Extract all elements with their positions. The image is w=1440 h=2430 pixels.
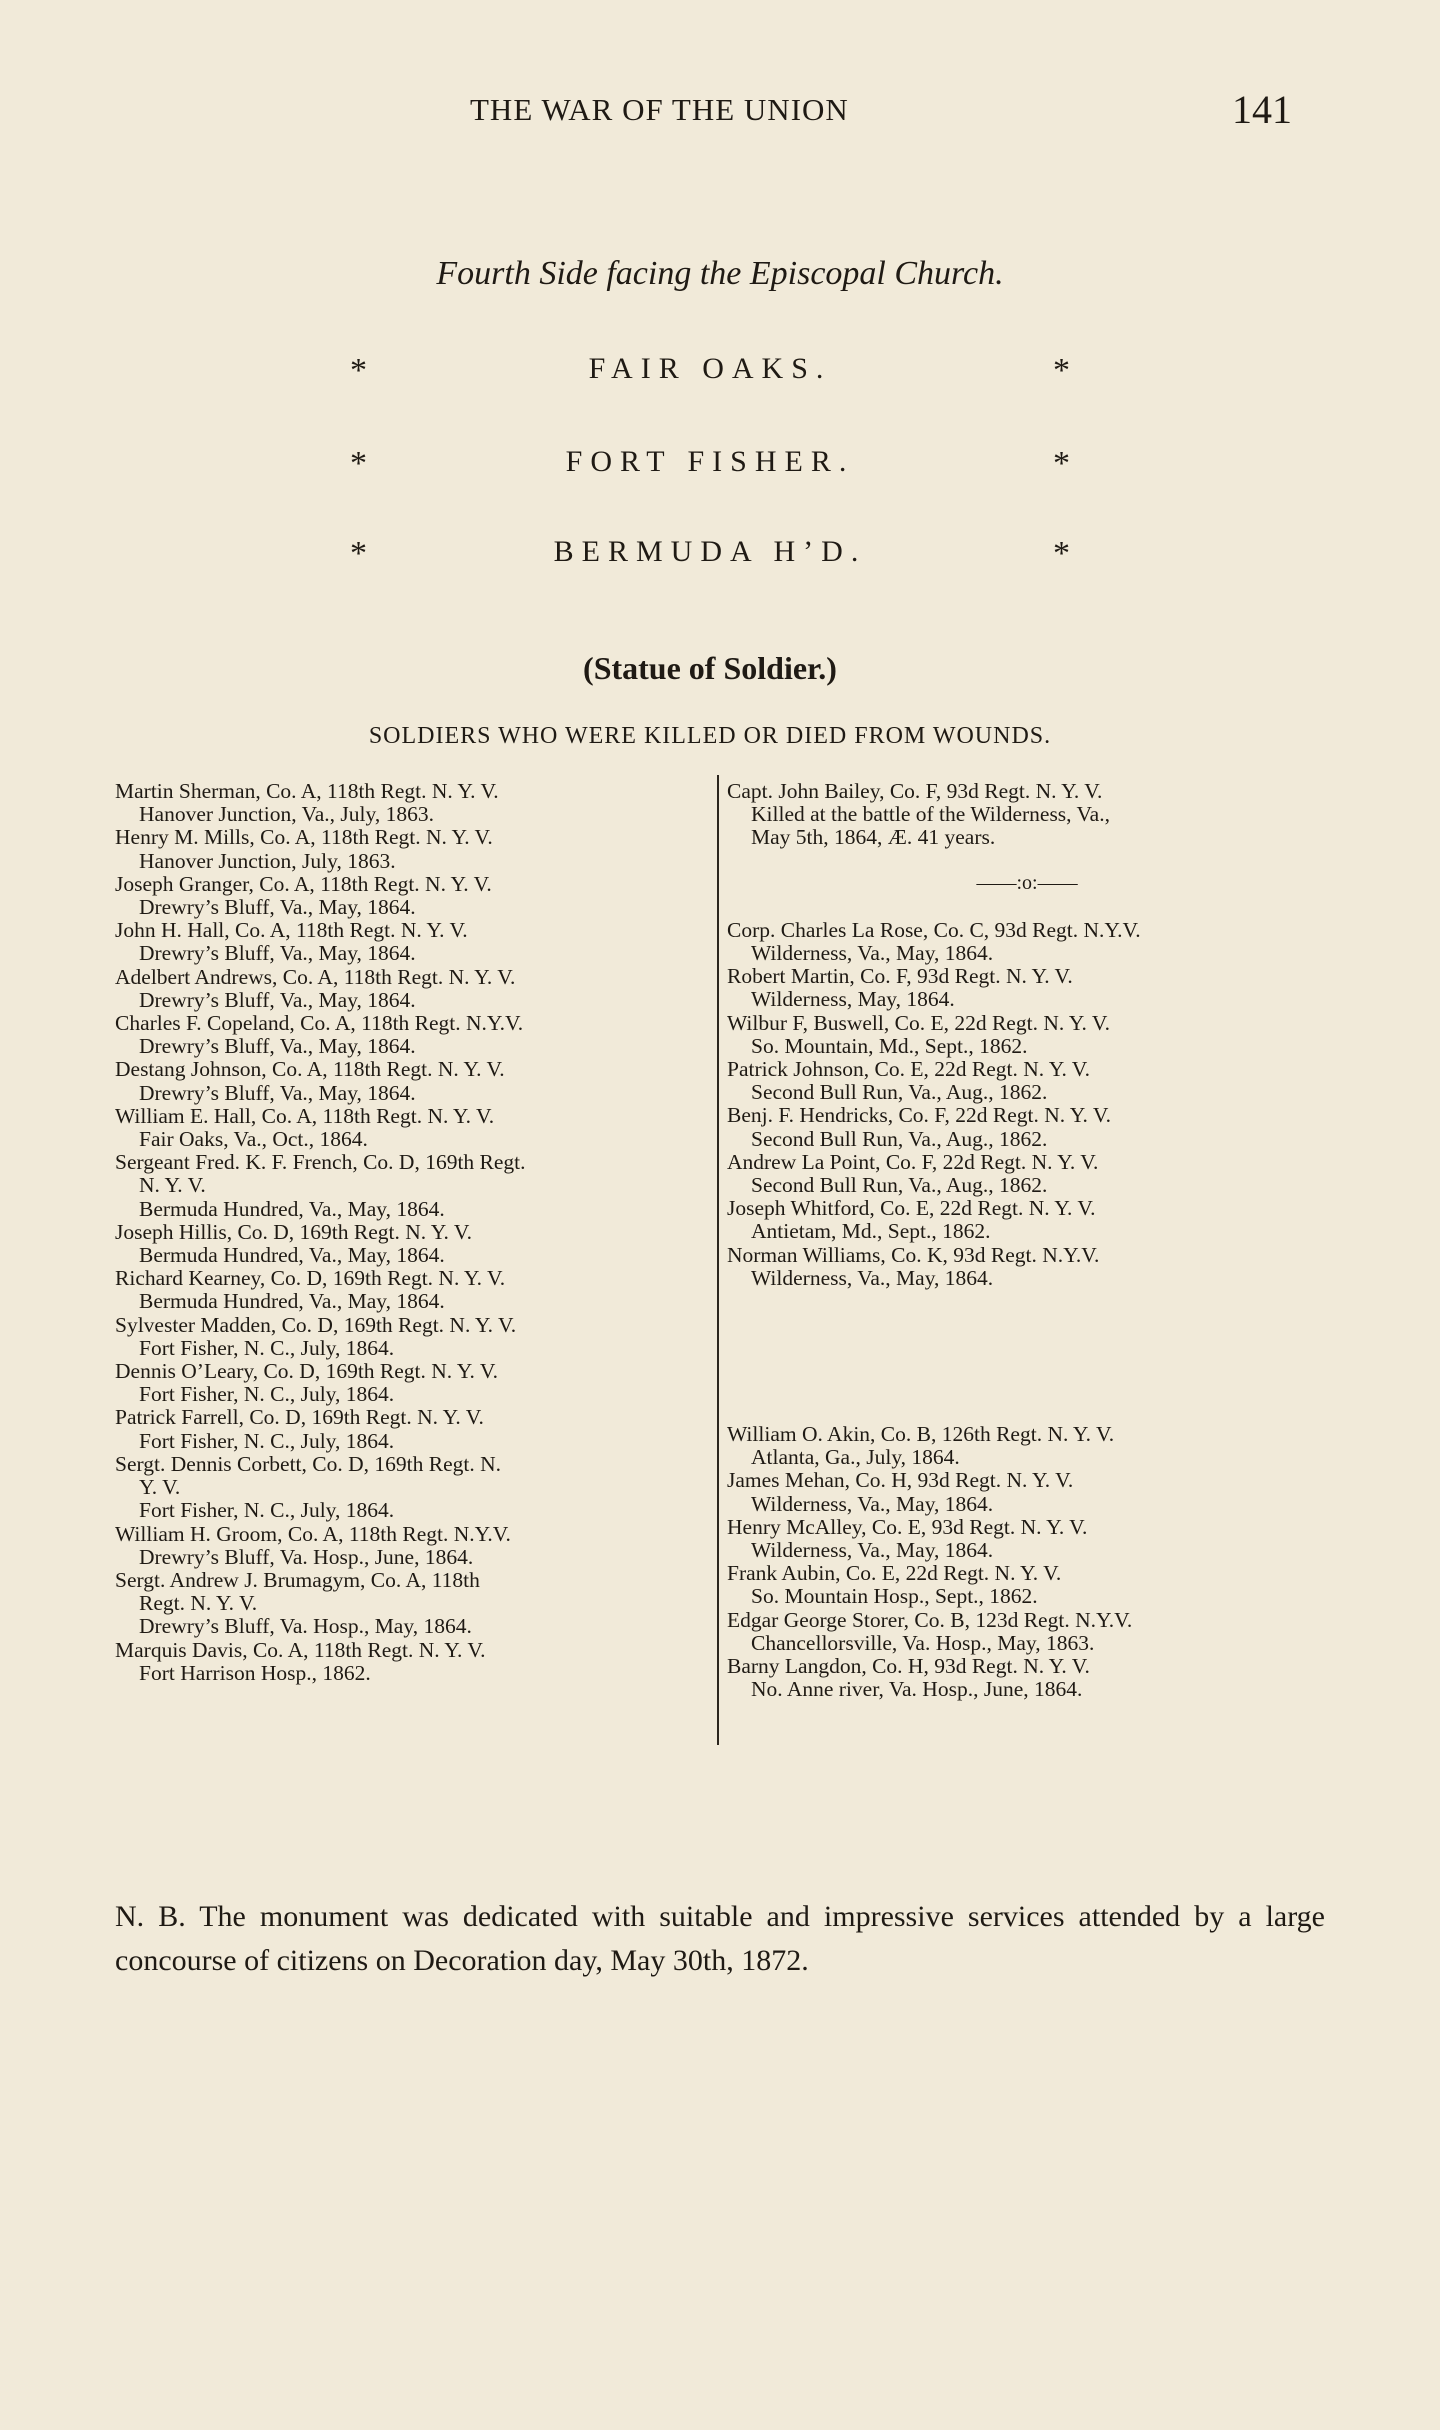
- soldier-entry: [115, 826, 712, 872]
- soldier-detail: Bermuda Hundred, Va., May, 1864.: [139, 1196, 445, 1221]
- soldier-entry: [727, 1423, 1327, 1469]
- soldier-detail: Drewry’s Bluff, Va., May, 1864.: [139, 987, 416, 1012]
- soldier-detail: Hanover Junction, Va., July, 1863.: [139, 802, 434, 827]
- soldier-name: Joseph Hillis, Co. D, 169th Regt. N. Y. V.: [115, 1219, 472, 1244]
- soldier-name: James Mehan, Co. H, 93d Regt. N. Y. V.: [727, 1468, 1074, 1493]
- soldier-detail: Wilderness, Va., May, 1864.: [751, 1491, 994, 1516]
- soldier-detail: Fort Fisher, N. C., July, 1864.: [139, 1382, 395, 1407]
- soldier-name: Frank Aubin, Co. E, 22d Regt. N. Y. V.: [727, 1561, 1062, 1586]
- soldier-entry: [727, 1104, 1327, 1150]
- soldier-detail: Fort Fisher, N. C., July, 1864.: [139, 1335, 395, 1360]
- soldier-detail: Fort Harrison Hosp., 1862.: [139, 1660, 371, 1685]
- column-divider: [717, 775, 719, 1745]
- soldier-name: Joseph Granger, Co. A, 118th Regt. N. Y. V.: [115, 871, 492, 896]
- soldier-detail: Drewry’s Bluff, Va., May, 1864.: [139, 1034, 416, 1059]
- soldier-detail: Chancellorsville, Va. Hosp., May, 1863.: [751, 1630, 1095, 1655]
- separator: ——:o:——: [976, 871, 1078, 894]
- soldier-detail: N. Y. V.: [139, 1173, 206, 1198]
- soldier-entry: [727, 919, 1327, 965]
- right-top-group: [727, 780, 1327, 850]
- soldier-detail: Drewry’s Bluff, Va., May, 1864.: [139, 941, 416, 966]
- soldier-name: Sergeant Fred. K. F. French, Co. D, 169th Regt.: [115, 1150, 526, 1175]
- soldier-entry: [115, 1314, 712, 1360]
- soldier-entry: [727, 1562, 1327, 1608]
- soldier-detail: So. Mountain, Md., Sept., 1862.: [751, 1033, 1028, 1058]
- soldier-detail: Antietam, Md., Sept., 1862.: [751, 1219, 991, 1244]
- soldier-name: Barny Langdon, Co. H, 93d Regt. N. Y. V.: [727, 1654, 1090, 1679]
- column-gap: [727, 1290, 1327, 1423]
- soldier-name: Wilbur F, Buswell, Co. E, 22d Regt. N. Y. V.: [727, 1010, 1111, 1035]
- soldier-name: Benj. F. Hendricks, Co. F, 22d Regt. N. Y. V.: [727, 1103, 1111, 1128]
- soldier-name: Patrick Farrell, Co. D, 169th Regt. N. Y. V.: [115, 1405, 484, 1430]
- soldier-name: Marquis Davis, Co. A, 118th Regt. N. Y. V.: [115, 1637, 486, 1662]
- soldier-name: Destang Johnson, Co. A, 118th Regt. N. Y. V.: [115, 1057, 505, 1082]
- soldier-name: Charles F. Copeland, Co. A, 118th Regt. N.Y.V.: [115, 1011, 524, 1036]
- soldier-name: Edgar George Storer, Co. B, 123d Regt. N.Y.V.: [727, 1607, 1133, 1632]
- battle-name: FAIR OAKS.: [588, 352, 832, 385]
- separator-mark: :o:: [1016, 871, 1038, 894]
- soldier-name: Martin Sherman, Co. A, 118th Regt. N. Y. V.: [115, 779, 499, 803]
- soldier-detail: Fair Oaks, Va., Oct., 1864.: [139, 1127, 368, 1152]
- soldier-entry: [115, 780, 712, 826]
- soldier-entry: [115, 1221, 712, 1267]
- page-number: 141: [1232, 87, 1292, 132]
- soldier-name: William E. Hall, Co. A, 118th Regt. N. Y. V.: [115, 1103, 495, 1128]
- soldier-entry: [115, 1267, 712, 1313]
- soldier-entry: [115, 1406, 712, 1452]
- soldier-name: Robert Martin, Co. F, 93d Regt. N. Y. V.: [727, 964, 1073, 989]
- soldier-name: Henry M. Mills, Co. A, 118th Regt. N. Y. V.: [115, 825, 493, 850]
- battle-name: BERMUDA H’D.: [553, 535, 867, 568]
- side-heading: Fourth Side facing the Episcopal Church.: [436, 255, 1004, 292]
- soldier-detail: Bermuda Hundred, Va., May, 1864.: [139, 1289, 445, 1314]
- soldier-entry: [115, 1523, 712, 1569]
- soldier-name: Sylvester Madden, Co. D, 169th Regt. N. Y. V.: [115, 1312, 517, 1337]
- asterisk-icon: *: [1053, 352, 1070, 389]
- soldier-detail: Killed at the battle of the Wilderness, Va.,: [751, 802, 1110, 827]
- soldier-name: Henry McAlley, Co. E, 93d Regt. N. Y. V.: [727, 1514, 1088, 1539]
- soldier-detail: Drewry’s Bluff, Va. Hosp., May, 1864.: [139, 1614, 472, 1639]
- soldier-detail: Hanover Junction, July, 1863.: [139, 848, 396, 873]
- soldier-detail: Y. V.: [139, 1475, 181, 1500]
- soldier-detail: Second Bull Run, Va., Aug., 1862.: [751, 1173, 1048, 1198]
- soldier-entry: [115, 1569, 712, 1639]
- statue-caption: (Statue of Soldier.): [583, 650, 837, 686]
- soldier-detail: Second Bull Run, Va., Aug., 1862.: [751, 1126, 1048, 1151]
- battle-row-fort-fisher: [350, 445, 1070, 485]
- asterisk-icon: *: [350, 352, 367, 389]
- soldier-name: Andrew La Point, Co. F, 22d Regt. N. Y. V.: [727, 1149, 1099, 1174]
- asterisk-icon: *: [1053, 535, 1070, 572]
- soldier-entry: [115, 1151, 712, 1221]
- soldier-name: William O. Akin, Co. B, 126th Regt. N. Y. V.: [727, 1422, 1115, 1447]
- soldier-detail: Drewry’s Bluff, Va., May, 1864.: [139, 1080, 416, 1105]
- soldier-name: John H. Hall, Co. A, 118th Regt. N. Y. V.: [115, 918, 468, 943]
- asterisk-icon: *: [350, 535, 367, 572]
- soldier-name: Norman Williams, Co. K, 93d Regt. N.Y.V.: [727, 1242, 1100, 1267]
- soldier-detail: Atlanta, Ga., July, 1864.: [751, 1445, 960, 1470]
- soldier-detail: Fort Fisher, N. C., July, 1864.: [139, 1428, 395, 1453]
- soldier-entry: [115, 873, 712, 919]
- soldier-entry: [727, 1655, 1327, 1701]
- soldier-detail: Wilderness, Va., May, 1864.: [751, 941, 994, 966]
- soldier-detail: Wilderness, May, 1864.: [751, 987, 955, 1012]
- soldier-entry: [115, 919, 712, 965]
- soldier-entry: [115, 1058, 712, 1104]
- soldier-name: Corp. Charles La Rose, Co. C, 93d Regt. N.Y.V.: [727, 917, 1141, 942]
- dedication-note: N. B. The monument was dedicated with suitable and impressive services attended by a large concourse of citizens on Decoration day, May 30th, 1872.: [115, 1900, 1325, 1977]
- right-column: [727, 780, 1327, 1702]
- soldier-detail: Drewry’s Bluff, Va. Hosp., June, 1864.: [139, 1544, 474, 1569]
- soldier-name: William H. Groom, Co. A, 118th Regt. N.Y.V.: [115, 1521, 511, 1546]
- soldier-entry: [727, 965, 1327, 1011]
- soldier-detail: Fort Fisher, N. C., July, 1864.: [139, 1498, 395, 1523]
- soldier-entry: [727, 1058, 1327, 1104]
- soldier-entry: [115, 1639, 712, 1685]
- battle-row-fair-oaks: [350, 352, 1070, 392]
- soldier-detail: May 5th, 1864, Æ. 41 years.: [751, 825, 996, 850]
- soldier-detail: Drewry’s Bluff, Va., May, 1864.: [139, 895, 416, 920]
- soldier-entry: [115, 966, 712, 1012]
- asterisk-icon: *: [350, 445, 367, 482]
- soldier-detail: Second Bull Run, Va., Aug., 1862.: [751, 1080, 1048, 1105]
- soldier-entry: [727, 1469, 1327, 1515]
- soldier-name: Richard Kearney, Co. D, 169th Regt. N. Y. V.: [115, 1266, 506, 1291]
- soldier-entry: [727, 1244, 1327, 1290]
- soldier-detail: No. Anne river, Va. Hosp., June, 1864.: [751, 1677, 1083, 1702]
- soldier-detail: So. Mountain Hosp., Sept., 1862.: [751, 1584, 1038, 1609]
- left-column: [115, 780, 712, 1685]
- soldier-name: Joseph Whitford, Co. E, 22d Regt. N. Y. V.: [727, 1196, 1096, 1221]
- soldier-entry: [115, 1360, 712, 1406]
- right-bottom-group: [727, 1423, 1327, 1701]
- soldier-entry: [115, 1453, 712, 1523]
- soldier-name: Adelbert Andrews, Co. A, 118th Regt. N. Y. V.: [115, 964, 516, 989]
- soldier-entry: [727, 780, 1327, 850]
- soldier-name: Sergt. Dennis Corbett, Co. D, 169th Regt. N.: [115, 1451, 501, 1476]
- soldier-name: Capt. John Bailey, Co. F, 93d Regt. N. Y. V.: [727, 779, 1103, 803]
- soldier-entry: [727, 1151, 1327, 1197]
- soldier-entry: [727, 1012, 1327, 1058]
- soldier-name: Patrick Johnson, Co. E, 22d Regt. N. Y. V.: [727, 1057, 1090, 1082]
- soldier-entry: [727, 1609, 1327, 1655]
- soldier-entry: [115, 1105, 712, 1151]
- soldier-entry: [727, 1197, 1327, 1243]
- running-title: THE WAR OF THE UNION: [470, 92, 849, 127]
- soldier-detail: Wilderness, Va., May, 1864.: [751, 1538, 994, 1563]
- right-middle-group: [727, 919, 1327, 1290]
- soldier-name: Sergt. Andrew J. Brumagym, Co. A, 118th: [115, 1567, 480, 1592]
- soldier-name: Dennis O’Leary, Co. D, 169th Regt. N. Y. V.: [115, 1359, 499, 1384]
- list-heading: SOLDIERS WHO WERE KILLED OR DIED FROM WOUNDS.: [368, 723, 1052, 749]
- soldier-entry: [727, 1516, 1327, 1562]
- asterisk-icon: *: [1053, 445, 1070, 482]
- battle-row-bermuda-hundred: [350, 535, 1070, 575]
- soldier-detail: Wilderness, Va., May, 1864.: [751, 1265, 994, 1290]
- soldier-detail: Bermuda Hundred, Va., May, 1864.: [139, 1243, 445, 1268]
- soldier-detail: Regt. N. Y. V.: [139, 1591, 258, 1616]
- soldier-entry: [115, 1012, 712, 1058]
- battle-name: FORT FISHER.: [565, 445, 855, 478]
